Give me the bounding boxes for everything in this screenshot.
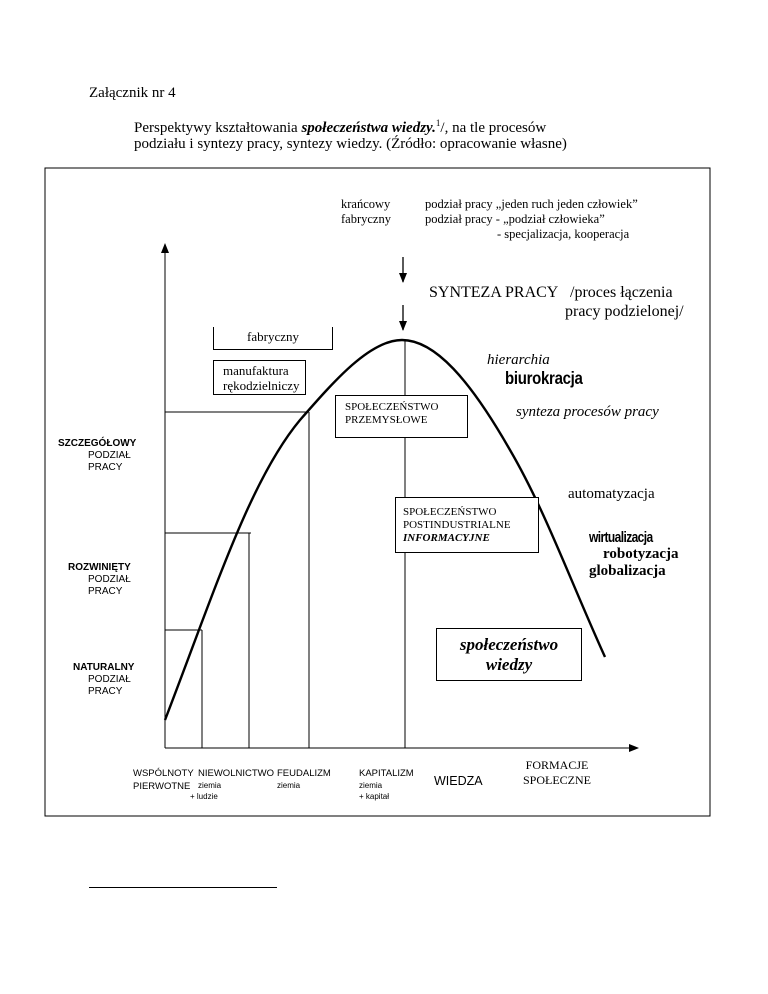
note-podzial-pracy bbox=[425, 197, 638, 242]
caption-line-2: podziału i syntezy pracy, syntezy wiedzy. (Źródło: opracowanie własne) bbox=[134, 136, 567, 152]
box-postindustrialne-label-2: POSTINDUSTRIALNE bbox=[403, 519, 511, 531]
x-label-line: ziemia bbox=[198, 781, 222, 790]
y-label-rozwiniety bbox=[68, 562, 131, 598]
x-label-wiedza: WIEDZA bbox=[434, 774, 483, 788]
y-label-line: PODZIAŁ bbox=[88, 674, 131, 685]
note-line: podział pracy - „podział człowieka” bbox=[425, 212, 605, 226]
box-manufaktura-label-2: rękodzielniczy bbox=[223, 378, 300, 393]
y-label-title: ROZWINIĘTY bbox=[68, 562, 131, 573]
box-postindustrialne-label-3: INFORMACYJNE bbox=[403, 532, 490, 544]
x-axis-title-line: FORMACJE bbox=[525, 758, 589, 772]
box-spoleczenstwo-przemyslowe bbox=[335, 395, 468, 438]
box-manufaktura-label-1: manufaktura bbox=[223, 363, 289, 378]
box-przemyslowe-label-1: SPOŁECZEŃSTWO bbox=[345, 401, 439, 413]
y-label-line: PODZIAŁ bbox=[88, 450, 131, 461]
note-line: podział pracy „jeden ruch jeden człowiek” bbox=[425, 197, 638, 211]
box-wiedzy-label-2: wiedzy bbox=[485, 655, 533, 674]
note-kranccowy bbox=[341, 197, 391, 227]
label-hierarchia: hierarchia bbox=[487, 352, 550, 368]
footnote-separator bbox=[89, 887, 277, 888]
x-label-feudalizm bbox=[277, 767, 331, 791]
label-synteza-procesow: synteza procesów pracy bbox=[516, 404, 659, 420]
box-fabryczny-label: fabryczny bbox=[247, 329, 299, 344]
x-label-line: ziemia bbox=[277, 781, 301, 790]
box-przemyslowe-label-2: PRZEMYSŁOWE bbox=[345, 414, 428, 426]
synthesis-desc-2: pracy podzielonej/ bbox=[565, 303, 684, 320]
box-spoleczenstwo-postindustrialne bbox=[395, 497, 539, 553]
attachment-label: Załącznik nr 4 bbox=[89, 85, 176, 101]
x-label-kapitalizm bbox=[359, 767, 414, 802]
caption-text-1: Perspektywy kształtowania bbox=[134, 120, 302, 136]
label-wirtualizacja: wirtualizacja bbox=[589, 528, 653, 546]
box-spoleczenstwo-wiedzy bbox=[436, 628, 582, 681]
x-axis-title-line: SPOŁECZNE bbox=[523, 773, 592, 787]
label-automatyzacja: automatyzacja bbox=[568, 486, 655, 502]
x-label-niewolnictwo bbox=[190, 767, 274, 802]
caption-emphasis: społeczeństwa wiedzy. bbox=[301, 120, 436, 136]
y-label-line: PRACY bbox=[88, 586, 123, 597]
x-label-line: + ludzie bbox=[190, 792, 218, 801]
label-robotyzacja: robotyzacja bbox=[603, 546, 679, 562]
box-fabryczny bbox=[213, 327, 333, 350]
x-label-line: NIEWOLNICTWO bbox=[198, 768, 274, 779]
y-label-szczegolowy bbox=[58, 438, 136, 474]
footnote-marker: 1 bbox=[435, 118, 441, 128]
y-label-line: PRACY bbox=[88, 462, 123, 473]
x-label-line: PIERWOTNE bbox=[133, 781, 191, 792]
note-line: - specjalizacja, kooperacja bbox=[497, 227, 630, 241]
label-globalizacja: globalizacja bbox=[589, 563, 666, 579]
synthesis-title: SYNTEZA PRACY bbox=[429, 284, 559, 301]
x-label-line: WSPÓLNOTY bbox=[133, 768, 194, 779]
x-label-line: ziemia bbox=[359, 781, 383, 790]
label-biurokracja: biurokracja bbox=[505, 369, 583, 389]
y-label-naturalny bbox=[73, 662, 134, 698]
caption-text-2: /, na tle procesów bbox=[440, 120, 547, 136]
x-label-line: KAPITALIZM bbox=[359, 768, 414, 779]
caption-line-1 bbox=[134, 118, 546, 137]
y-label-line: PRACY bbox=[88, 686, 123, 697]
note-line: krańcowy bbox=[341, 197, 391, 211]
synthesis-desc-1: /proces łączenia bbox=[570, 284, 673, 301]
box-wiedzy-label-1: społeczeństwo bbox=[459, 635, 559, 654]
note-line: fabryczny bbox=[341, 212, 391, 226]
x-axis-title bbox=[523, 758, 591, 788]
y-label-line: PODZIAŁ bbox=[88, 574, 131, 585]
box-manufaktura bbox=[213, 360, 306, 395]
x-label-line: FEUDALIZM bbox=[277, 768, 331, 779]
y-label-title: NATURALNY bbox=[73, 662, 135, 673]
x-label-line: + kapitał bbox=[359, 792, 390, 801]
y-label-title: SZCZEGÓŁOWY bbox=[58, 438, 137, 449]
box-postindustrialne-label-1: SPOŁECZEŃSTWO bbox=[403, 506, 497, 518]
x-label-wspolnoty bbox=[133, 767, 194, 793]
